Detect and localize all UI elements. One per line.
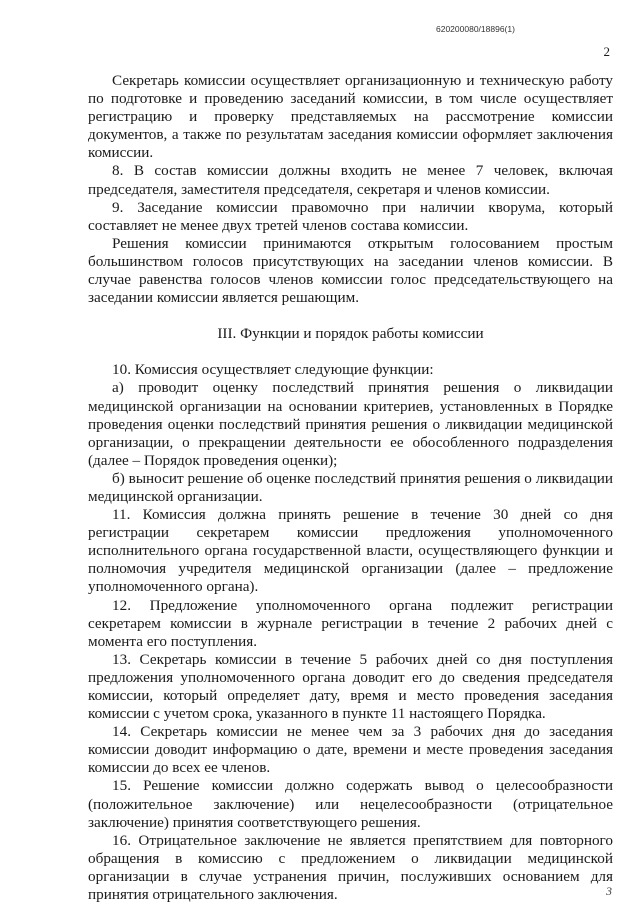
paragraph-secretary-duties: Секретарь комиссии осуществляет организационную и техническую работу по подготовке и проведению заседаний комиссии, в том числе осуществляет регистрацию и проверку представляемых на рассмотрение комиссии документов, а также по результатам заседания комиссии оформляет заключения комиссии. — [88, 72, 613, 162]
paragraph-12: 12. Предложение уполномоченного органа подлежит регистрации секретарем комиссии в журнале регистрации в течение 2 рабочих дней с момента его поступления. — [88, 596, 613, 650]
paragraph-10a: а) проводит оценку последствий принятия решения о ликвидации медицинской организации на основании критериев, установленных в Порядке проведения оценки последствий принятия решения о ликвидации медицинской организации, о прекращении деятельности ее обособленного подразделения (далее – Порядок проведения оценки); — [88, 379, 613, 469]
paragraph-decisions: Решения комиссии принимаются открытым голосованием простым большинством голосов присутствующих на заседании членов комиссии. В случае равенства голосов членов комиссии голос председательствующего на заседании комиссии является решающим. — [88, 234, 613, 307]
paragraph-13: 13. Секретарь комиссии в течение 5 рабочих дней со дня поступления предложения уполномоченного органа доводит его до сведения председателя комиссии, который определяет дату, время и место проведения заседания комиссии с учетом срока, указанного в пункте 11 настоящего Порядка. — [88, 650, 613, 723]
paragraph-8: 8. В состав комиссии должны входить не менее 7 человек, включая председателя, заместителя председателя, секретаря и членов комиссии. — [88, 162, 613, 198]
paragraph-14: 14. Секретарь комиссии не менее чем за 3 рабочих дня до заседания комиссии доводит информацию о дате, времени и месте проведения заседания комиссии до всех ее членов. — [88, 723, 613, 777]
paragraph-9: 9. Заседание комиссии правомочно при наличии кворума, который составляет не менее двух третей членов состава комиссии. — [88, 198, 613, 234]
paragraph-10b: б) выносит решение об оценке последствий принятия решения о ликвидации медицинской организации. — [88, 469, 613, 505]
handwritten-page-mark: 3 — [606, 884, 612, 898]
page-number: 2 — [603, 44, 610, 59]
paragraph-11: 11. Комиссия должна принять решение в течение 30 дней со дня регистрации секретарем комиссии предложения уполномоченного исполнительного органа государственной власти, осуществляющего функции и полномочия учредителя медицинской организации (далее – предложение уполномоченного органа). — [88, 506, 613, 596]
document-body — [88, 72, 613, 904]
paragraph-15: 15. Решение комиссии должно содержать вывод о целесообразности (положительное заключение) или нецелесообразности (отрицательное заключение) принятия соответствующего решения. — [88, 777, 613, 831]
section-heading: III. Функции и порядок работы комиссии — [217, 325, 484, 343]
document-id: 620200080/18896(1) — [436, 24, 515, 34]
paragraph-10: 10. Комиссия осуществляет следующие функции: — [112, 361, 434, 379]
paragraph-16: 16. Отрицательное заключение не является препятствием для повторного обращения в комиссию с предложением о ликвидации медицинской организации в случае устранения причин, послуживших основанием для принятия отрицательного заключения. — [88, 831, 613, 904]
